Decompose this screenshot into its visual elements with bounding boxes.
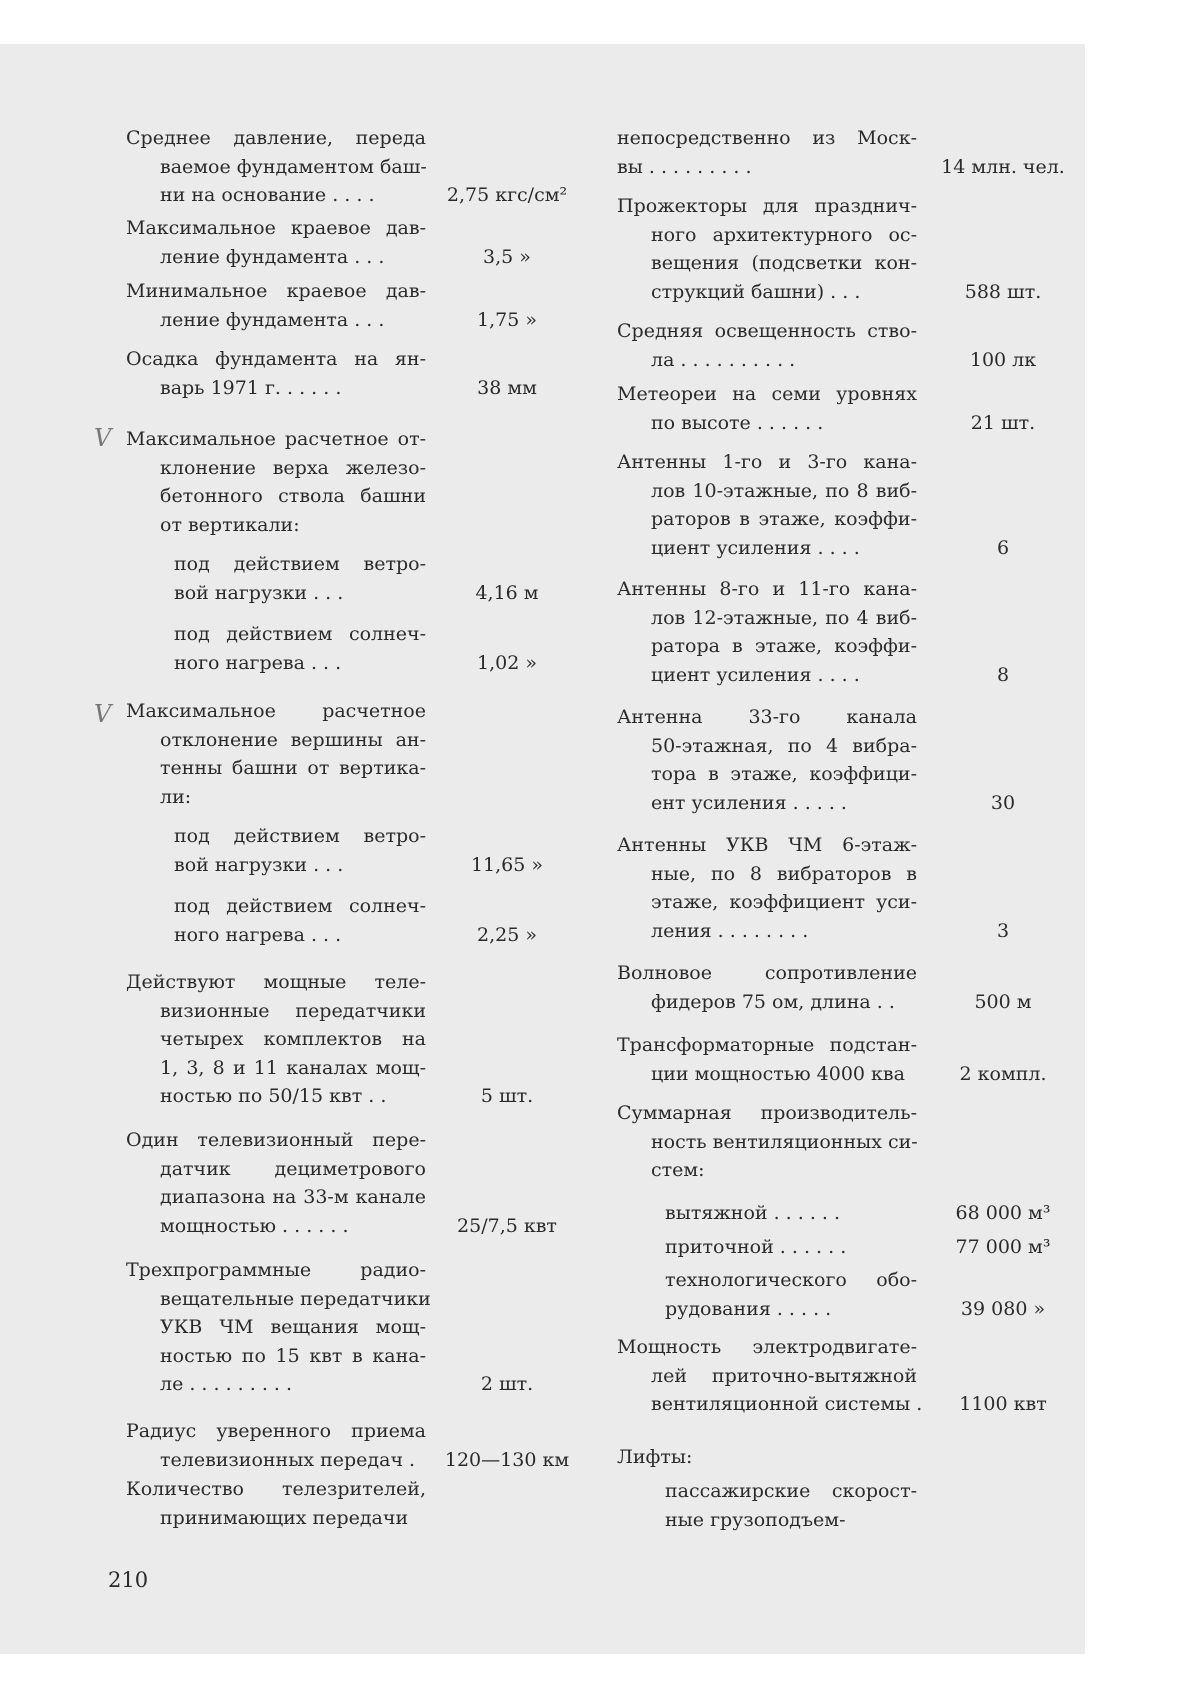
- entry-line: ного архитектурного ос-: [651, 223, 917, 246]
- entry-line: Один телевизионный пере-: [126, 1129, 426, 1151]
- entry-line: Метеореи на семи уровнях: [617, 383, 917, 405]
- entry-line: ваемое фундаментом баш-: [160, 155, 427, 178]
- entry-line: под действием солнеч-: [174, 623, 426, 645]
- entry-line: диапазона на 33-м канале: [160, 1186, 426, 1208]
- entry-line: Антенна 33-го канала: [617, 706, 917, 728]
- entry-text: [617, 380, 917, 437]
- entry-value: 2 компл.: [959, 1062, 1047, 1085]
- entry-line: Трехпрограммные радио-: [126, 1259, 426, 1281]
- entry-line: Мощность электродвигате-: [617, 1336, 917, 1358]
- entry-line: лов 12-этажные, по 4 виб-: [651, 606, 917, 629]
- entry-line: фидеров 75 ом, длина . .: [651, 990, 895, 1013]
- entry-value: 8: [996, 663, 1010, 686]
- entry-line: принимающих передачи: [160, 1506, 409, 1529]
- entry-line: под действием ветро-: [174, 553, 426, 575]
- entry-value: 2,75 кгс/см²: [446, 184, 568, 206]
- entry-line: Количество телезрителей,: [126, 1478, 426, 1500]
- entry-line: Осадка фундамента на ян-: [126, 348, 426, 370]
- entry-line: ции мощностью 4000 ква: [651, 1062, 905, 1085]
- entry-line: лей приточно-вытяжной: [651, 1364, 917, 1387]
- entry-line: ни на основание . . . .: [160, 184, 375, 206]
- entry-line: Среднее давление, переда: [126, 127, 426, 149]
- entry-value: 68 000 м³: [955, 1202, 1051, 1224]
- entry-line: Максимальное расчетное: [126, 700, 426, 722]
- entry-line: 50-этажная, по 4 вибра-: [651, 734, 917, 757]
- entry-text: [126, 620, 426, 677]
- entry-line: этаже, коэффициент уси-: [651, 891, 917, 913]
- entry-text: [126, 968, 426, 1111]
- entry-text: [617, 448, 917, 562]
- entry-value: 5 шт.: [480, 1085, 534, 1107]
- entry-line: вой нагрузки . . .: [174, 853, 344, 876]
- entry-text: [617, 124, 917, 181]
- entry-line: Радиус уверенного приема: [126, 1420, 426, 1442]
- entry-line: 1, 3, 8 и 11 каналах мощ-: [160, 1056, 426, 1079]
- entry-value: 1,75 »: [477, 308, 537, 331]
- entry-line: телевизионных передач .: [160, 1448, 416, 1471]
- entry-text: [126, 425, 426, 539]
- entry-value: 2,25 »: [477, 923, 537, 946]
- entry-text: [126, 1475, 426, 1532]
- entry-line: рудования . . . . .: [665, 1297, 832, 1320]
- entry-text: [617, 1233, 917, 1262]
- entry-text: [126, 892, 426, 949]
- entry-text: [617, 831, 917, 945]
- entry-value: 1,02 »: [477, 651, 537, 674]
- entry-text: [617, 1443, 917, 1472]
- entry-text: [126, 550, 426, 607]
- entry-value: 11,65 »: [470, 853, 544, 876]
- entry-text: [617, 959, 917, 1016]
- entry-line: по высоте . . . . . .: [651, 411, 824, 434]
- entry-line: отклонение вершины ан-: [160, 728, 426, 751]
- entry-text: [126, 214, 426, 271]
- entry-line: четырех комплектов на: [160, 1028, 426, 1050]
- entry-line: ность вентиляционных си-: [651, 1130, 918, 1153]
- entry-line: Минимальное краевое дав-: [126, 280, 426, 302]
- entry-text: [126, 345, 426, 402]
- entry-line: вытяжной . . . . . .: [665, 1202, 841, 1224]
- entry-line: ле . . . . . . . . .: [160, 1373, 293, 1395]
- entry-line: Средняя освещенность ство-: [617, 320, 917, 342]
- entry-text: [617, 1477, 917, 1534]
- entry-line: приточной . . . . . .: [665, 1236, 847, 1258]
- entry-line: вентиляционной системы .: [651, 1393, 923, 1415]
- entry-line: ления . . . . . . . .: [651, 919, 809, 942]
- entry-text: [126, 1417, 426, 1474]
- entry-line: ент усиления . . . . .: [651, 791, 847, 814]
- entry-line: стем:: [651, 1159, 705, 1181]
- entry-line: лов 10-этажные, по 8 виб-: [651, 479, 917, 502]
- entry-text: [617, 703, 917, 817]
- entry-line: ностью по 15 квт в кана-: [160, 1344, 426, 1367]
- entry-line: Антенны 8-го и 11-го кана-: [617, 578, 917, 600]
- entry-value: 14 млн. чел.: [941, 155, 1065, 178]
- entry-value: 500 м: [974, 990, 1032, 1013]
- entry-text: [126, 1126, 426, 1240]
- entry-value: 100 лк: [969, 348, 1037, 371]
- entry-value: 38 мм: [477, 376, 537, 399]
- entry-line: под действием солнеч-: [174, 895, 426, 917]
- entry-line: вы . . . . . . . . .: [617, 155, 752, 178]
- entry-line: Действуют мощные теле-: [126, 971, 426, 993]
- entry-line: ного нагрева . . .: [174, 651, 342, 674]
- entry-value: 25/7,5 квт: [457, 1214, 557, 1237]
- entry-line: циент усиления . . . .: [651, 663, 860, 686]
- entry-line: Антенны 1-го и 3-го кана-: [617, 451, 917, 473]
- entry-value: 21 шт.: [970, 411, 1036, 434]
- entry-value: 588 шт.: [964, 280, 1042, 303]
- entry-line: ление фундамента . . .: [160, 245, 385, 268]
- entry-line: тенны башни от вертика-: [160, 757, 426, 779]
- entry-value: 4,16 м: [475, 581, 539, 604]
- entry-line: ные грузоподъем-: [665, 1508, 846, 1531]
- page-number: 210: [108, 1568, 149, 1592]
- entry-line: варь 1971 г. . . . . .: [160, 376, 342, 399]
- entry-line: вещения (подсветки кон-: [651, 252, 917, 274]
- entry-text: [617, 1031, 917, 1088]
- entry-line: ли:: [160, 785, 192, 808]
- entry-line: ратора в этаже, коэффи-: [651, 635, 917, 657]
- entry-line: мощностью . . . . . .: [160, 1214, 349, 1237]
- entry-value: 120—130 км: [444, 1448, 570, 1471]
- entry-line: датчик дециметрового: [160, 1157, 426, 1180]
- entry-line: раторов в этаже, коэффи-: [651, 508, 917, 530]
- entry-text: [617, 1266, 917, 1323]
- entry-text: [617, 1199, 917, 1228]
- entry-value: 77 000 м³: [955, 1236, 1051, 1258]
- entry-line: Антенны УКВ ЧМ 6-этаж-: [617, 834, 917, 856]
- entry-line: циент усиления . . . .: [651, 536, 860, 559]
- entry-text: [126, 277, 426, 334]
- entry-value: 2 шт.: [480, 1373, 534, 1395]
- entry-text: [617, 1099, 917, 1185]
- entry-text: [126, 822, 426, 879]
- entry-line: Лифты:: [617, 1446, 693, 1468]
- entry-line: Максимальное краевое дав-: [126, 217, 426, 239]
- entry-line: визионные передатчики: [160, 999, 426, 1022]
- margin-check-mark: V: [94, 424, 112, 452]
- entry-line: вой нагрузки . . .: [174, 581, 344, 604]
- entry-line: струкций башни) . . .: [651, 280, 861, 303]
- entry-text: [126, 697, 426, 811]
- entry-value: 6: [996, 536, 1010, 559]
- entry-value: 39 080 »: [960, 1297, 1046, 1320]
- margin-check-mark: V: [94, 700, 112, 728]
- entry-text: [617, 1333, 923, 1419]
- entry-value: 1100 квт: [959, 1393, 1047, 1415]
- entry-value: 30: [990, 791, 1016, 814]
- entry-line: клонение верха железо-: [160, 456, 426, 479]
- entry-text: [126, 124, 426, 210]
- entry-value: 3,5 »: [483, 245, 531, 268]
- entry-line: вещательные передатчики: [160, 1287, 431, 1310]
- entry-text: [617, 317, 917, 374]
- entry-line: Прожекторы для празднич-: [617, 195, 917, 217]
- entry-line: под действием ветро-: [174, 825, 426, 847]
- entry-line: УКВ ЧМ вещания мощ-: [160, 1316, 426, 1338]
- entry-line: ление фундамента . . .: [160, 308, 385, 331]
- entry-line: от вертикали:: [160, 513, 300, 536]
- entry-text: [617, 192, 917, 306]
- entry-line: ного нагрева . . .: [174, 923, 342, 946]
- entry-line: технологического обо-: [665, 1269, 917, 1291]
- entry-value: 3: [996, 919, 1010, 942]
- entry-line: ла . . . . . . . . . .: [651, 348, 796, 371]
- entry-line: ные, по 8 вибраторов в: [651, 862, 917, 885]
- entry-line: непосредственно из Моск-: [617, 127, 917, 149]
- entry-line: Волновое сопротивление: [617, 962, 917, 984]
- entry-line: ностью по 50/15 квт . .: [160, 1085, 387, 1107]
- entry-line: тора в этаже, коэффици-: [651, 763, 917, 785]
- entry-line: бетонного ствола башни: [160, 485, 426, 507]
- entry-text: [126, 1256, 431, 1399]
- entry-line: пассажирские скорост-: [665, 1480, 917, 1502]
- entry-line: Трансформаторные подстан-: [617, 1034, 917, 1056]
- entry-text: [617, 575, 917, 689]
- entry-line: Максимальное расчетное от-: [126, 428, 426, 450]
- entry-line: Суммарная производитель-: [617, 1102, 917, 1124]
